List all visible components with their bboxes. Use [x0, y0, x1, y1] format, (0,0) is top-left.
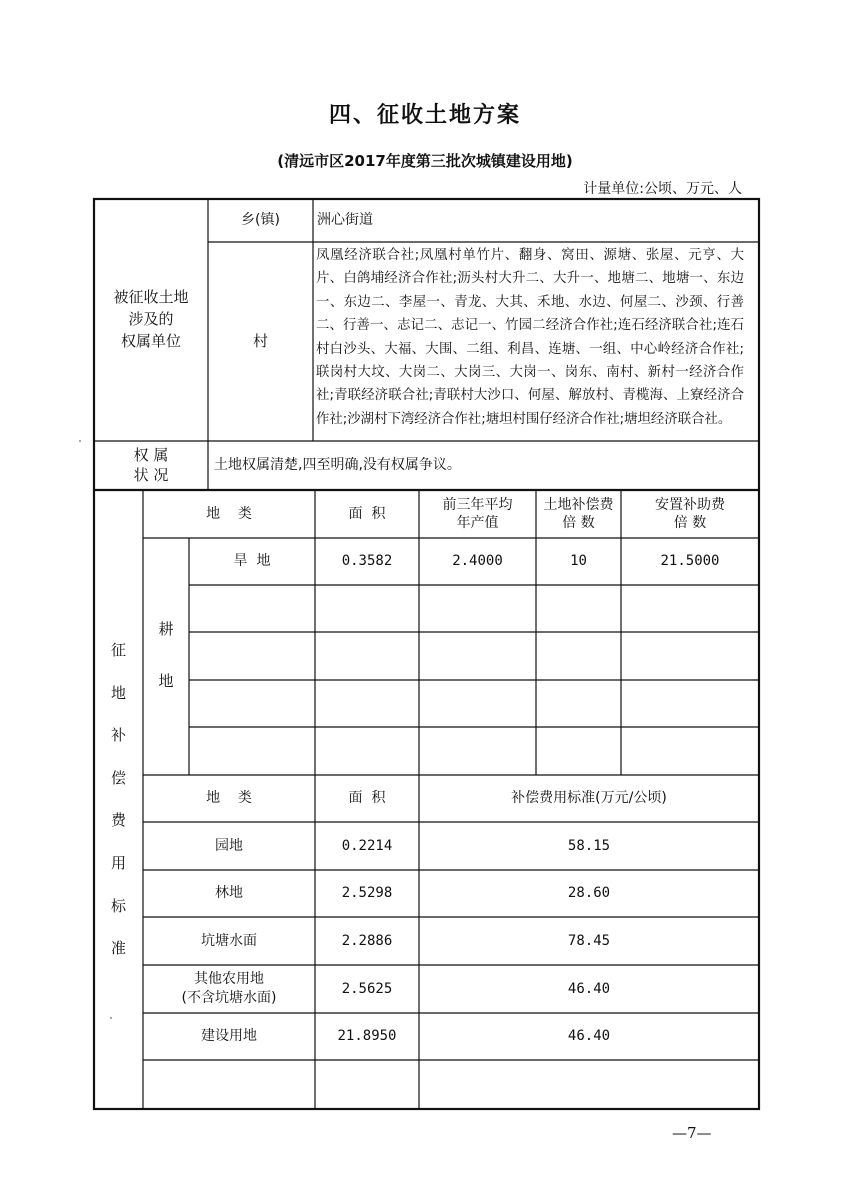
side-char: 准	[110, 939, 126, 958]
row-area: 2.5625	[341, 980, 393, 997]
row-land-type: 建设用地	[201, 1028, 257, 1045]
ownership-status-label-line1: 权 属	[133, 446, 169, 464]
other-header-standard: 补偿费用标准(万元/公顷)	[511, 790, 667, 807]
row-resettle-multiple	[621, 632, 759, 680]
row-area	[315, 727, 419, 775]
row-resettle-multiple: 21.5000	[660, 553, 720, 570]
side-char: 征	[110, 641, 126, 659]
village-label: 村	[252, 331, 268, 350]
row-comp-multiple: 10	[570, 553, 587, 570]
group-char: 耕	[158, 620, 174, 639]
side-char: 用	[110, 853, 126, 872]
compensation-side-label	[94, 640, 143, 960]
row-comp-multiple	[536, 727, 621, 775]
other-header-land-type: 地 类	[206, 790, 252, 807]
row-comp-multiple	[536, 680, 621, 727]
row-land-type: 坑塘水面	[201, 932, 257, 949]
row-avg-output: 2.4000	[452, 553, 503, 570]
other-header-area: 面 积	[348, 790, 386, 807]
scan-speck	[110, 1017, 112, 1019]
row-area: 2.5298	[341, 885, 393, 902]
row-area: 0.3582	[341, 553, 393, 570]
row-avg-output	[419, 585, 536, 632]
row-standard: 78.45	[567, 932, 611, 949]
row-area: 2.2886	[341, 932, 393, 949]
township-label: 乡(镇)	[241, 212, 280, 229]
side-char: 标	[110, 896, 126, 915]
row-resettle-multiple	[621, 727, 759, 775]
ownership-status-label-line2: 状 况	[133, 465, 169, 484]
page-title: 四、征收土地方案	[328, 103, 521, 128]
row-standard: 58.15	[567, 837, 611, 854]
row-avg-output	[419, 727, 536, 775]
row-land-type: 旱 地	[233, 553, 271, 570]
ownership-units-label: 被征收土地 涉及的 权属单位	[113, 288, 189, 350]
measurement-unit: 计量单位:公顷、万元、人	[583, 181, 742, 197]
header-avg-output: 前三年平均 年产值	[442, 496, 513, 531]
side-char: 地	[110, 683, 126, 702]
township-value: 洲心街道	[317, 212, 373, 229]
row-standard	[419, 1060, 759, 1109]
row-avg-output	[419, 632, 536, 680]
row-area	[315, 680, 419, 727]
header-resettle-multiple: 安置补助费 倍 数	[655, 496, 725, 531]
row-standard: 46.40	[567, 1028, 611, 1045]
cultivated-group-label	[143, 585, 189, 727]
row-comp-multiple	[536, 632, 621, 680]
row-land-type: 园地	[215, 837, 243, 854]
row-land-type	[189, 680, 315, 727]
side-char: 偿	[110, 768, 126, 787]
header-land-type: 地 类	[206, 505, 252, 522]
page-subtitle: (清远市区2017年度第三批次城镇建设用地)	[277, 152, 573, 170]
row-resettle-multiple	[621, 680, 759, 727]
row-area	[315, 632, 419, 680]
row-land-type	[189, 585, 315, 632]
row-standard: 28.60	[567, 885, 611, 902]
header-comp-multiple: 土地补偿费 倍 数	[543, 496, 614, 531]
scan-speck	[79, 440, 81, 442]
row-resettle-multiple	[621, 585, 759, 632]
header-area: 面 积	[348, 505, 386, 522]
page-number: —7—	[672, 1124, 712, 1142]
row-area: 21.8950	[337, 1028, 397, 1045]
village-list: 凤凰经济联合社;凤凰村单竹片、翻身、窝田、源塘、张屋、元亨、大片、白鸽埔经济合作社;沥头村大升二、大升一、地塘二、地塘一、东边一、东边二、李屋一、青龙、大其、禾地、水边、何屋二、沙颈、行善二、行善一、志记二、志记一、竹园二经济合作社;连石经济联合社;连石村白沙头、大福、大围、二组、利昌、连塘、一组、中心岭经济合作社;联岗村大坟、大岗二、大岗三、大岗一、岗东、南村、新村一经济合作社;青联经济联合社;青联村大沙口、何屋、解放村、青榄海、上寮经济合作社;沙湖村下湾经济合作社;塘坦村围仔经济合作社;塘坦经济联合社。	[316, 248, 744, 427]
row-land-type	[189, 727, 315, 775]
row-standard: 46.40	[567, 980, 611, 997]
row-area: 0.2214	[341, 837, 393, 854]
row-avg-output	[419, 680, 536, 727]
row-area	[315, 585, 419, 632]
side-char: 费	[110, 811, 126, 830]
ownership-status-value: 土地权属清楚,四至明确,没有权属争议。	[214, 457, 461, 474]
ownership-status-label	[94, 441, 208, 490]
row-area	[315, 1060, 419, 1109]
row-land-type	[143, 1060, 315, 1109]
row-land-type: 其他农用地 (不含坑塘水面)	[181, 971, 277, 1006]
row-comp-multiple	[536, 585, 621, 632]
row-land-type	[189, 632, 315, 680]
row-land-type: 林地	[215, 885, 243, 902]
side-char: 补	[110, 726, 126, 745]
group-char: 地	[158, 672, 174, 690]
